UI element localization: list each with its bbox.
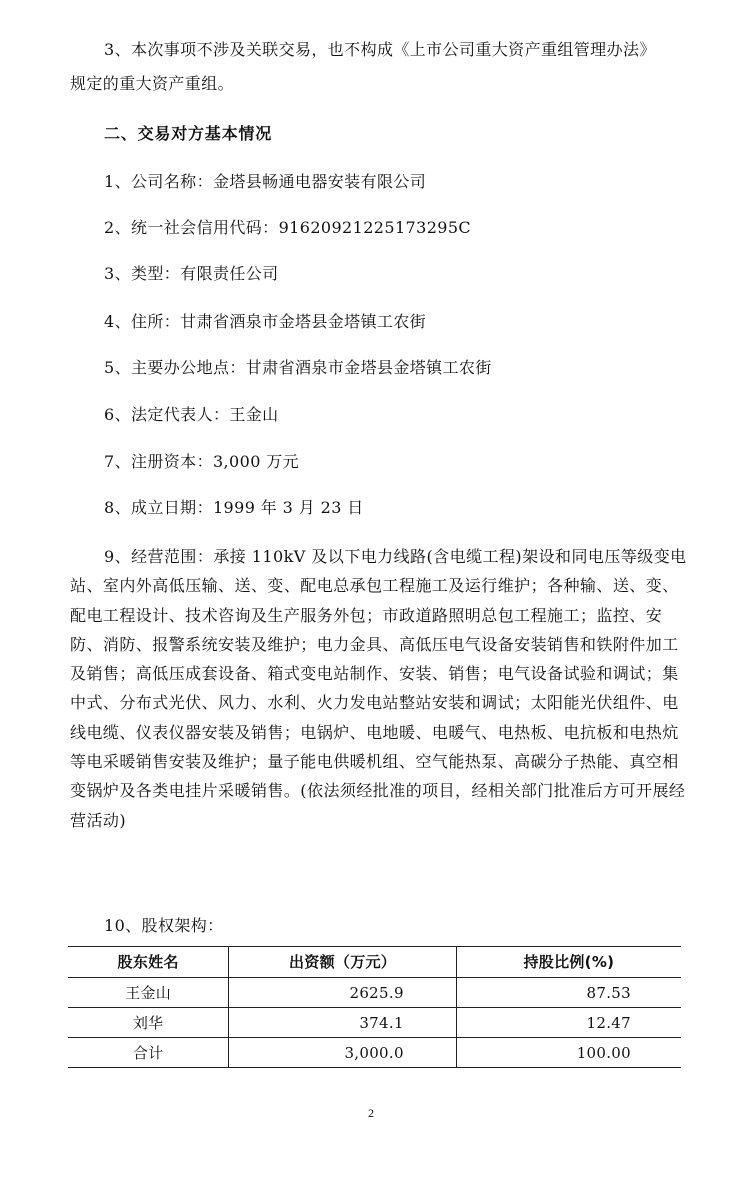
- registered-capital: 7、注册资本：3,000 万元: [104, 452, 300, 471]
- office-location: 5、主要办公地点：甘肃省酒泉市金塔县金塔镇工农街: [104, 358, 492, 377]
- company-type: 3、类型：有限责任公司: [104, 264, 279, 283]
- header-ratio: 持股比例(%): [456, 947, 681, 978]
- credit-code: 2、统一社会信用代码：91620921225173295C: [104, 218, 472, 237]
- equity-table-header-row: [68, 947, 681, 978]
- table-row: [68, 978, 681, 1008]
- equity-heading: 10、股权架构：: [104, 916, 224, 935]
- cell-total-ratio: 100.00: [456, 1038, 681, 1068]
- business-scope-paragraph: [70, 542, 690, 835]
- residence: 4、住所：甘肃省酒泉市金塔县金塔镇工农街: [104, 312, 427, 331]
- header-shareholder-name: 股东姓名: [68, 947, 229, 978]
- page-number: 2: [368, 1106, 374, 1120]
- header-capital: 出资额（万元）: [229, 947, 456, 978]
- table-row-total: [68, 1038, 681, 1068]
- cell-shareholder-name: 王金山: [68, 978, 229, 1008]
- equity-table-container: [68, 946, 681, 1068]
- equity-table: [68, 946, 681, 1068]
- company-name: 1、公司名称：金塔县畅通电器安装有限公司: [104, 172, 427, 191]
- cell-capital: 2625.9: [229, 978, 456, 1008]
- cell-total-label: 合计: [68, 1038, 229, 1068]
- cell-capital: 374.1: [229, 1008, 456, 1038]
- legal-representative: 6、法定代表人：王金山: [104, 405, 279, 424]
- cell-ratio: 87.53: [456, 978, 681, 1008]
- cell-shareholder-name: 刘华: [68, 1008, 229, 1038]
- cell-ratio: 12.47: [456, 1008, 681, 1038]
- established-date: 8、成立日期：1999 年 3 月 23 日: [104, 498, 364, 517]
- section-heading-counterparty: 二、交易对方基本情况: [104, 124, 273, 143]
- business-scope-text: 9、经营范围：承接 110kV 及以下电力线路(含电缆工程)架设和同电压等级变电站、室内外高低压输、送、变、配电总承包工程施工及运行维护；各种输、送、变、配电工程设计、技术咨询及生产服务外包；市政道路照明总包工程施工；监控、安防、消防、报警系统安装及维护；电力金具、高低压电气设备安装销售和铁附件加工及销售；高低压成套设备、箱式变电站制作、安装、销售；电气设备试验和调试；集中式、分布式光伏、风力、水利、火力发电站整站安装和调试；太阳能光伏组件、电线电缆、仪表仪器安装及销售；电锅炉、电地暖、电暖气、电热板、电抗板和电热炕等电采暖销售安装及维护；量子能电供暖机组、空气能热泵、高碳分子热能、真空相变锅炉及各类电挂片采暖销售。(依法须经批准的项目，经相关部门批准后方可开展经营活动): [70, 547, 687, 830]
- table-row: [68, 1008, 681, 1038]
- cell-total-capital: 3,000.0: [229, 1038, 456, 1068]
- item3-line1: 3、本次事项不涉及关联交易，也不构成《上市公司重大资产重组管理办法》: [104, 40, 656, 59]
- item3-line2: 规定的重大资产重组。: [70, 74, 235, 93]
